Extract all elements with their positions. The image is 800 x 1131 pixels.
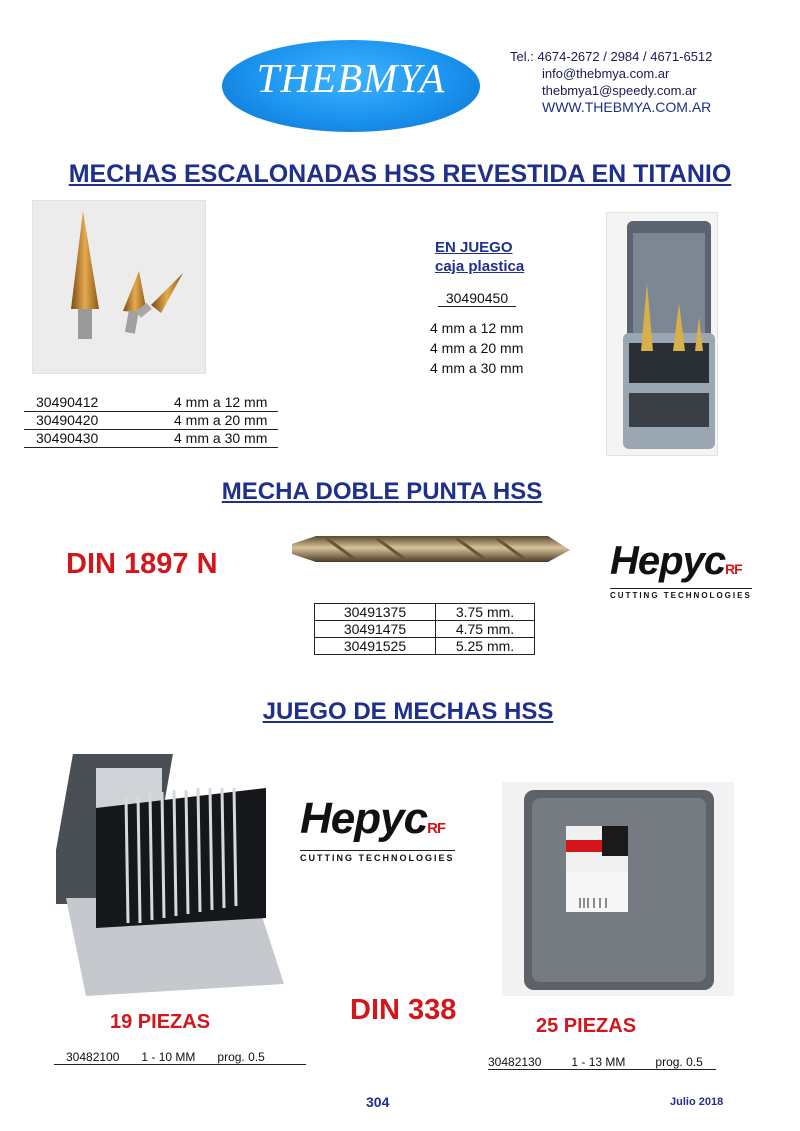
page-number: 304: [366, 1094, 390, 1110]
set-19-spec: [54, 1050, 306, 1065]
table-row: [315, 638, 535, 655]
piece-count-25: 25 PIEZAS: [536, 1015, 637, 1037]
hepyc-suffix: RF: [427, 820, 446, 837]
logo-text: THEBMYA: [256, 55, 446, 101]
set-sizes: [430, 318, 523, 378]
table-row: [24, 430, 278, 448]
drill-set-19-photo: [56, 748, 286, 1000]
item-size: 3.75 mm.: [436, 604, 535, 621]
table-row: [315, 621, 535, 638]
set-25-prog: prog. 0.5: [655, 1055, 703, 1069]
set-label-line2: caja plastica: [435, 258, 525, 275]
step-drill-case-photo: [606, 212, 718, 456]
table-row: [315, 604, 535, 621]
set-25-range: 1 - 13 MM: [571, 1055, 626, 1069]
step-drill-table: [24, 394, 278, 448]
drill-set-25-photo: [502, 782, 734, 996]
item-code: 30490430: [36, 430, 99, 446]
section-title-double-point: MECHA DOBLE PUNTA HSS: [221, 478, 543, 505]
footer-date: Julio 2018: [670, 1096, 724, 1108]
item-size: 4 mm a 20 mm: [174, 412, 268, 428]
section-title-step-drills: MECHAS ESCALONADAS HSS REVESTIDA EN TITANIO: [68, 160, 732, 188]
hepyc-logo-center: [300, 794, 455, 863]
item-size: 4.75 mm.: [436, 621, 535, 638]
hepyc-tagline: CUTTING TECHNOLOGIES: [300, 850, 455, 863]
table-row: [24, 412, 278, 430]
set-label: [435, 238, 524, 276]
step-drill-photo: [32, 200, 206, 374]
item-code: 30491475: [315, 621, 436, 638]
set-label-line1: EN JUEGO: [435, 239, 513, 256]
website-link[interactable]: WWW.THEBMYA.COM.AR: [542, 99, 712, 115]
table-row: [24, 394, 278, 412]
hepyc-tagline: CUTTING TECHNOLOGIES: [610, 588, 752, 600]
set-19-prog: prog. 0.5: [217, 1050, 265, 1064]
item-size: 5.25 mm.: [436, 638, 535, 655]
din-label-338: DIN 338: [350, 994, 457, 1026]
phone-text: Tel.: 4674-2672 / 2984 / 4671-6512: [510, 49, 713, 64]
double-point-table: [314, 603, 535, 655]
item-code: 30491375: [315, 604, 436, 621]
item-size: 4 mm a 30 mm: [174, 430, 268, 446]
double-point-drill-photo: [286, 522, 576, 584]
email-secondary: thebmya1@speedy.com.ar: [542, 83, 697, 98]
email-primary: info@thebmya.com.ar: [542, 66, 670, 81]
set-19-code: 30482100: [66, 1050, 120, 1064]
set-size-3: 4 mm a 30 mm: [430, 360, 524, 376]
hepyc-wordmark: Hepyc: [610, 539, 726, 583]
hepyc-logo-top: [610, 539, 752, 600]
din-label-1897: DIN 1897 N: [66, 548, 218, 580]
section-title-drill-set: JUEGO DE MECHAS HSS: [262, 698, 554, 725]
item-code: 30491525: [315, 638, 436, 655]
item-size: 4 mm a 12 mm: [174, 394, 268, 410]
item-code: 30490420: [36, 412, 99, 428]
item-code: 30490412: [36, 394, 99, 410]
contact-block: [510, 48, 712, 116]
set-code: 30490450: [438, 290, 516, 307]
hepyc-wordmark: Hepyc: [300, 794, 428, 843]
piece-count-19: 19 PIEZAS: [110, 1011, 211, 1033]
set-25-spec: [488, 1055, 716, 1070]
set-19-range: 1 - 10 MM: [141, 1050, 196, 1064]
set-size-2: 4 mm a 20 mm: [430, 340, 524, 356]
set-size-1: 4 mm a 12 mm: [430, 320, 524, 336]
set-25-code: 30482130: [488, 1055, 542, 1069]
hepyc-suffix: RF: [725, 561, 742, 577]
